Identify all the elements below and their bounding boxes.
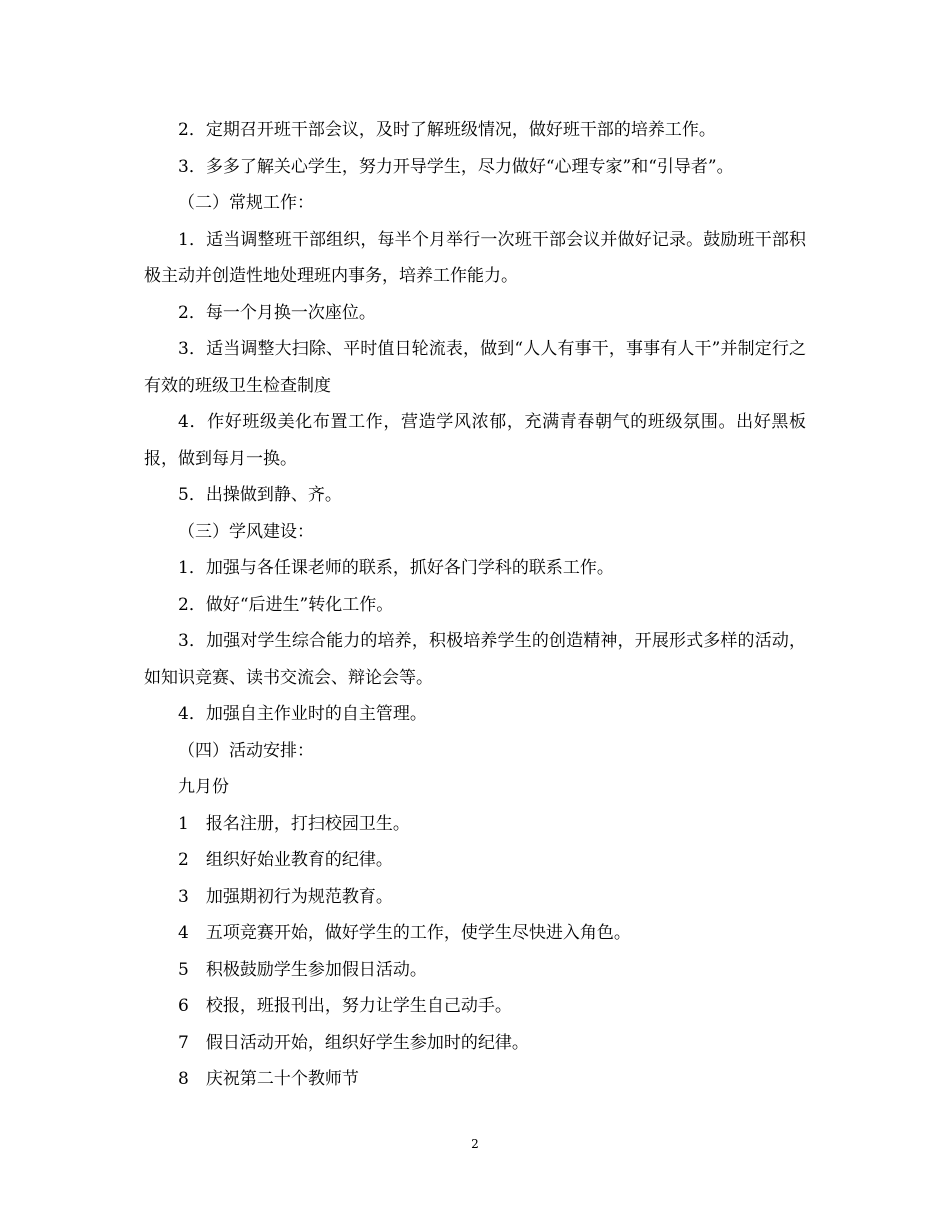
list-item: 1 报名注册，打扫校园卫生。 bbox=[178, 813, 410, 834]
paragraph: 2．定期召开班干部会议，及时了解班级情况，做好班干部的培养工作。 bbox=[178, 120, 716, 140]
list-item: 7 假日活动开始，组织好学生参加时的纪律。 bbox=[178, 1032, 529, 1053]
list-item: 6 校报，班报刊出，努力让学生自己动手。 bbox=[178, 996, 512, 1016]
document-body bbox=[144, 112, 806, 1098]
list-item: 2 组织好始业教育的纪律。 bbox=[178, 850, 393, 870]
paragraph: 3．加强对学生综合能力的培养，积极培养学生的创造精神，开展形式多样的活动，如知识竞赛、读书交流会、辩论会等。 bbox=[144, 631, 806, 688]
paragraph: 1．加强与各任课老师的联系，抓好各门学科的联系工作。 bbox=[178, 558, 614, 578]
paragraph: 3．适当调整大扫除、平时值日轮流表，做到“人人有事干，事事有人干”并制定行之有效的班级卫生检查制度 bbox=[144, 339, 806, 396]
list-item: 3 加强期初行为规范教育。 bbox=[178, 886, 393, 907]
paragraph: 5．出操做到静、齐。 bbox=[178, 485, 342, 505]
paragraph: 3．多多了解关心学生，努力开导学生，尽力做好“心理专家”和“引导者”。 bbox=[178, 156, 734, 177]
paragraph: 4．加强自主作业时的自主管理。 bbox=[178, 704, 427, 724]
section-heading: （四）活动安排： bbox=[178, 740, 314, 761]
list-item: 5 积极鼓励学生参加假日活动。 bbox=[178, 959, 427, 980]
paragraph: 2．做好“后进生”转化工作。 bbox=[178, 594, 394, 615]
section-heading: （二）常规工作： bbox=[178, 193, 314, 213]
list-item: 8 庆祝第二十个教师节 bbox=[178, 1069, 359, 1089]
list-item: 4 五项竞赛开始，做好学生的工作，使学生尽快进入角色。 bbox=[178, 923, 631, 943]
page-number: 2 bbox=[471, 1137, 479, 1151]
paragraph: 2．每一个月换一次座位。 bbox=[178, 302, 376, 323]
paragraph: 1．适当调整班干部组织，每半个月举行一次班干部会议并做好记录。鼓励班干部积极主动并创造性地处理班内事务，培养工作能力。 bbox=[144, 229, 806, 286]
section-heading: （三）学风建设： bbox=[178, 521, 314, 542]
paragraph: 4．作好班级美化布置工作，营造学风浓郁，充满青春朝气的班级氛围。出好黑板报，做到每月一换。 bbox=[144, 412, 806, 469]
month-heading: 九月份 bbox=[178, 777, 229, 797]
